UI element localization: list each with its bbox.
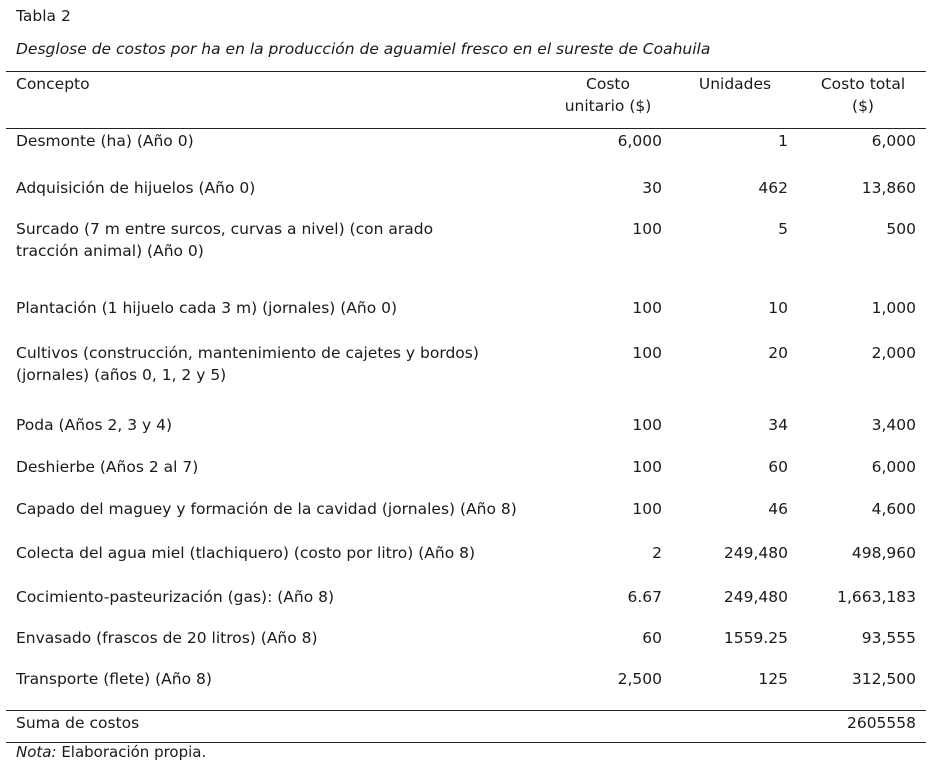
cell-unidades: 462 bbox=[758, 179, 788, 197]
cell-unidades: 125 bbox=[758, 670, 788, 688]
header-costo-total-line1: Costo total bbox=[820, 75, 906, 93]
cell-unidades: 249,480 bbox=[723, 588, 788, 606]
cell-costo-unitario: 100 bbox=[632, 458, 662, 476]
cell-costo-unitario: 100 bbox=[632, 344, 662, 362]
cell-costo-unitario: 2 bbox=[652, 544, 662, 562]
cell-concepto: Deshierbe (Años 2 al 7) bbox=[16, 458, 199, 476]
table-note bbox=[16, 741, 206, 763]
cell-costo-unitario: 2,500 bbox=[617, 670, 662, 688]
cell-concepto: Desmonte (ha) (Año 0) bbox=[16, 132, 194, 150]
cell-costo-total: 93,555 bbox=[861, 629, 916, 647]
cell-concepto: Envasado (frascos de 20 litros) (Año 8) bbox=[16, 629, 318, 647]
cell-concepto: Poda (Años 2, 3 y 4) bbox=[16, 416, 173, 434]
cell-costo-total: 3,400 bbox=[871, 416, 916, 434]
header-costo-unitario-line1: Costo bbox=[586, 75, 630, 93]
cell-costo-total: 2,000 bbox=[871, 344, 916, 362]
total-rule bbox=[6, 710, 926, 711]
cell-concepto: Surcado (7 m entre surcos, curvas a nivel) (con arado tracción animal) (Año 0) bbox=[16, 220, 434, 260]
cell-unidades: 10 bbox=[768, 299, 788, 317]
cell-costo-unitario: 60 bbox=[642, 629, 662, 647]
header-costo-total-line2: ($) bbox=[852, 97, 874, 115]
table-number: Tabla 2 bbox=[16, 7, 71, 25]
cell-concepto: Cocimiento-pasteurización (gas): (Año 8) bbox=[16, 588, 335, 606]
note-text: Elaboración propia. bbox=[61, 743, 207, 761]
cell-costo-unitario: 100 bbox=[632, 220, 662, 238]
header-costo-unitario bbox=[548, 73, 668, 117]
cell-costo-unitario: 100 bbox=[632, 500, 662, 518]
cell-costo-total: 4,600 bbox=[871, 500, 916, 518]
cell-concepto: Adquisición de hijuelos (Año 0) bbox=[16, 179, 256, 197]
cell-costo-unitario: 100 bbox=[632, 416, 662, 434]
cell-unidades: 60 bbox=[768, 458, 788, 476]
cell-costo-total: 6,000 bbox=[871, 132, 916, 150]
cell-costo-total: 1,663,183 bbox=[837, 588, 916, 606]
total-label: Suma de costos bbox=[16, 714, 140, 732]
cell-unidades: 46 bbox=[768, 500, 788, 518]
total-value: 2605558 bbox=[846, 714, 916, 732]
header-concepto: Concepto bbox=[16, 75, 90, 93]
cell-concepto: Capado del maguey y formación de la cavidad (jornales) (Año 8) bbox=[16, 500, 517, 518]
cell-costo-unitario: 6.67 bbox=[627, 588, 662, 606]
cell-concepto: Cultivos (construcción, mantenimiento de cajetes y bordos) (jornales) (años 0, 1, 2 y 5) bbox=[16, 344, 479, 384]
cell-costo-total: 13,860 bbox=[861, 179, 916, 197]
cell-costo-total: 1,000 bbox=[871, 299, 916, 317]
cell-costo-total: 312,500 bbox=[851, 670, 916, 688]
cell-concepto: Plantación (1 hijuelo cada 3 m) (jornales) (Año 0) bbox=[16, 299, 398, 317]
cell-costo-total: 6,000 bbox=[871, 458, 916, 476]
header-unidades: Unidades bbox=[698, 75, 772, 93]
top-rule bbox=[6, 71, 926, 72]
header-costo-total bbox=[806, 73, 920, 117]
cell-concepto: Transporte (flete) (Año 8) bbox=[16, 670, 212, 688]
cell-costo-unitario: 6,000 bbox=[617, 132, 662, 150]
cell-unidades: 1559.25 bbox=[723, 629, 788, 647]
cell-costo-total: 498,960 bbox=[851, 544, 916, 562]
note-label: Nota: bbox=[16, 743, 57, 761]
cell-unidades: 1 bbox=[778, 132, 788, 150]
table-caption: Desglose de costos por ha en la producción de aguamiel fresco en el sureste de Coahuila bbox=[16, 40, 711, 58]
cell-unidades: 249,480 bbox=[723, 544, 788, 562]
header-costo-unitario-line2: unitario ($) bbox=[564, 97, 652, 115]
cell-unidades: 5 bbox=[778, 220, 788, 238]
cell-unidades: 20 bbox=[768, 344, 788, 362]
cell-unidades: 34 bbox=[768, 416, 788, 434]
cell-costo-total: 500 bbox=[886, 220, 916, 238]
header-rule bbox=[6, 128, 926, 129]
cell-costo-unitario: 100 bbox=[632, 299, 662, 317]
cell-concepto: Colecta del agua miel (tlachiquero) (costo por litro) (Año 8) bbox=[16, 544, 476, 562]
cell-costo-unitario: 30 bbox=[642, 179, 662, 197]
